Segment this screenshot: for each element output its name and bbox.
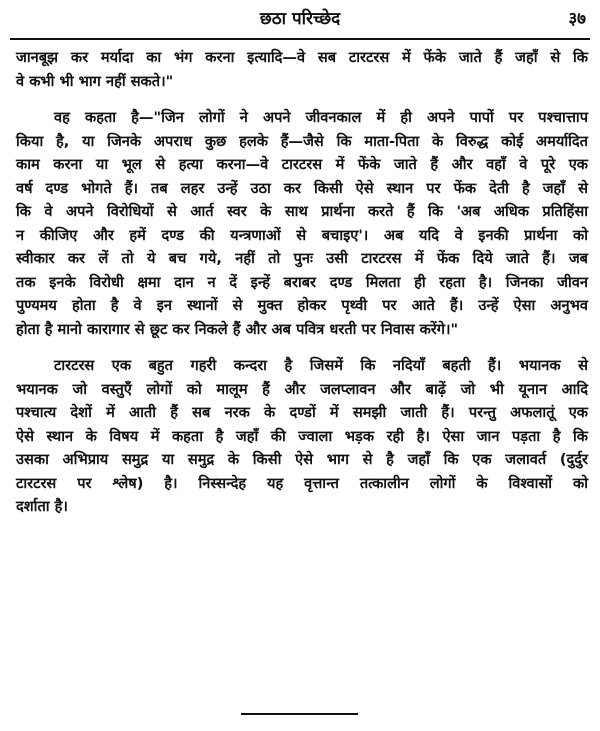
text-line: टारटरस पर श्लेष) है। निस्सन्देह यह वृत्तान्त तत्कालीन लोगों के विश्वासों को (16, 474, 588, 492)
text-line: उसका अभिप्राय समुद्र या समुद्र के किसी ऐसे भाग से है जहाँ कि एक जलावर्त (दुर्दुर (16, 451, 588, 468)
chapter-title: छठा परिच्छेद (259, 9, 341, 29)
text-line: कि वे अपने विरोधियों से आर्त स्वर के साथ प्रार्थना करते हैं कि 'अब अधिक प्रतिहिंसा (16, 203, 588, 220)
text-line: स्वीकार कर लें तो ये बच गये, नहीं तो पुनः उसी टारटरस में फेंक दिये जाते हैं। जब (16, 250, 588, 267)
footer-rule (241, 713, 358, 715)
paragraph-3 (16, 354, 588, 519)
header-rule (10, 38, 590, 40)
text-line: दर्शाता है। (16, 498, 68, 515)
paragraph-2 (16, 106, 588, 341)
text-line: पश्चात्य देशों में आती हैं सब नरक के दण्डों में समझी जाती हैं। परन्तु अफलातूं एक (16, 404, 588, 421)
body-text (16, 46, 588, 519)
page-header (14, 4, 586, 34)
page-number: ३७ (568, 9, 586, 29)
text-line: टारटरस एक बहुत गहरी कन्दरा है जिसमें कि नदियाँ बहती हैं। भयानक से (54, 357, 588, 374)
text-line: वर्ष दण्ड भोगते हैं। तब लहर उन्हें उठा कर किसी ऐसे स्थान पर फेंक देती है जहाँ से (16, 179, 588, 197)
text-line: तक इनके विरोधी क्षमा दान न दें इन्हें बराबर दण्ड मिलता ही रहता है। जिनका जीवन (16, 273, 588, 291)
text-line: ऐसे स्थान के विषय में कहता है जहाँ की ज्वाला भड़क रही है। ऐसा जान पड़ता है कि (16, 427, 588, 445)
text-line: न कीजिए और हमें दण्ड की यन्त्रणाओं से बचाइए'। अब यदि वे इनकी प्रार्थना को (16, 226, 588, 244)
text-line: काम करना या भूल से हत्या करना—वे टारटरस में फेंके जाते हैं और वहाँ वे पूरे एक (16, 156, 588, 173)
text-line: वह कहता है—"जिन लोगों ने अपने जीवनकाल में ही अपने पापों पर पश्चात्ताप (54, 109, 588, 126)
text-line: पुण्यमय होता है वे इन स्थानों से मुक्त होकर पृथ्वी पर आते हैं। उन्हें ऐसा अनुभव (16, 297, 588, 314)
text-line: जानबूझ कर मर्यादा का भंग करना इत्यादि—वे सब टारटरस में फेंके जाते हैं जहाँ से कि (16, 49, 588, 66)
text-line: होता है मानो कारागार से छूट कर निकले हैं और अब पवित्र धरती पर निवास करेंगे।" (16, 320, 459, 338)
paragraph-1 (16, 46, 588, 93)
text-line: वे कभी भी भाग नहीं सकते।" (16, 72, 174, 90)
text-line: किया है, या जिनके अपराध कुछ हलके हैं—जैसे कि माता-पिता के विरुद्ध कोई अमर्यादित (16, 132, 588, 150)
text-line: भयानक जो वस्तुएँ लोगों को मालूम हैं और जलप्लावन और बाढ़ें जो भी यूनान आदि (16, 380, 588, 398)
